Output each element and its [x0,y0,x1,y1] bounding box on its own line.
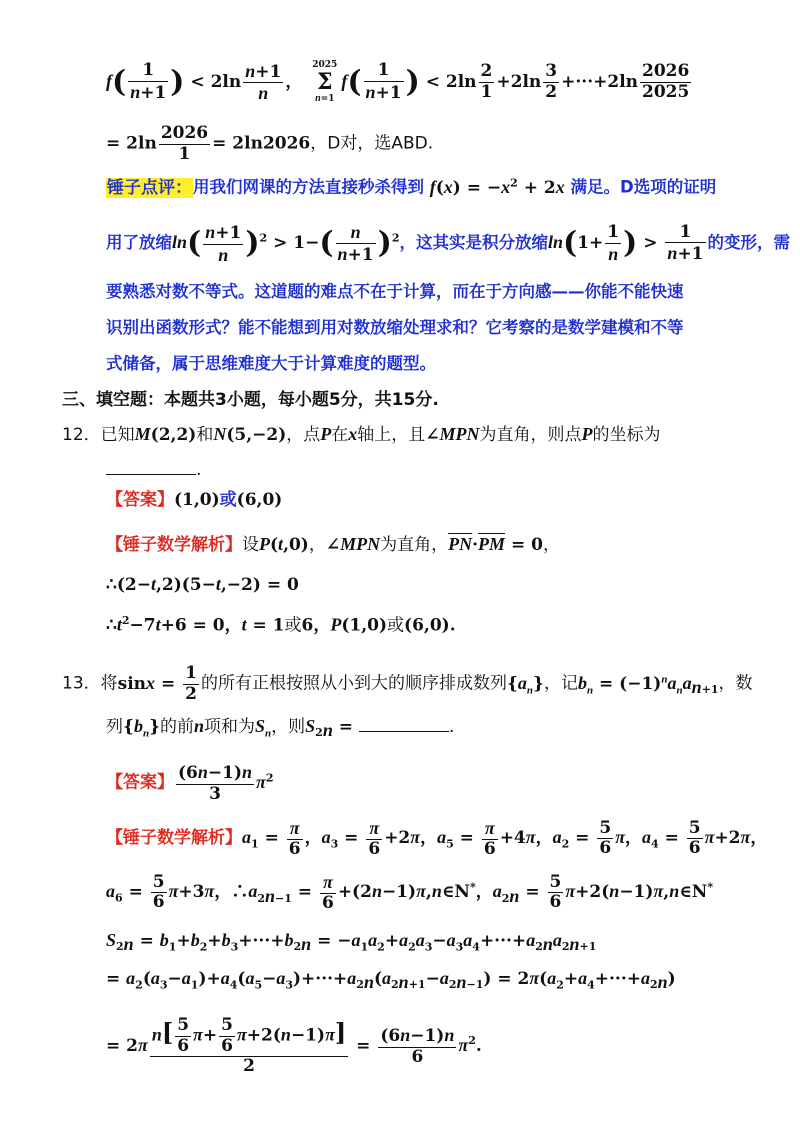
section-title: 三、填空题：本题共3小题，每小题5分，共15分. [62,390,439,410]
answer-tag: 【答案】 [106,490,174,510]
q13-analysis-1: 【锤子数学解析】$a_1$ = $\frac{\pi}{6}$ ，$a_3$ = $\frac{\pi}{6}$ +2π，$a_5$ = $\frac{\pi}{6}$ +4π，$a_2$ = $\frac{5}{6}$ π，$a_4$ = $\frac{5}{6}$ π+2π， [106,817,768,859]
comment-tag: 锤子点评： [107,177,192,198]
comment-line-3: 要熟悉对数不等式。这道题的难点不在于计算，而在于方向感——你能不能快速 [106,282,684,301]
answer-tag-13: 【答案】 [106,772,174,793]
q13-text-2: 列$\{b_n\}$的前n项和为$S_n$，则$S_{2n}$ = . [106,716,455,741]
q12-blank: . [106,460,201,480]
q13-text-1: 13．将sinx = $\frac{1}{2}$ 的所有正根按照从小到大的顺序排成数列$\{a_n\}$，记$b_n = (-1)^na_na_{n+1}$，数 [62,663,753,704]
q13-analysis-4: = $a_2(a_3-a_1)+a_4(a_5-a_3)+\cdot\cdot\cdot+a_{2n}(a_{2n+1}-a_{2n-1}) = 2\pi(a_2+a_4+\cdot\cdot\cdot+a_{2n})$ [106,968,676,993]
q12-analysis-2: ∴(2−t,2)(5−t,−2) = 0 [106,574,299,595]
q13-analysis-5: = 2π n[ $\frac{5}{6}$ π+ $\frac{5}{6}$ π+2(n−1)π] 2 = $\frac{(6n-1)n}{6}$ $\pi^2$. [106,1015,482,1077]
analysis-tag: 【锤子数学解析】 [106,535,242,555]
q13-answer-line: 【答案】 $\frac{(6n-1)n}{3}$ $\pi^2$ [106,762,274,804]
comment-line-4: 识别出函数形式？能不能想到用对数放缩处理求和？它考察的是数学建模和不等 [106,318,684,337]
q12-analysis-1: 【锤子数学解析】设P(t,0)，∠MPN为直角，$\overline{PN}\cdot\overline{PM} = 0$， [106,534,560,555]
line-l1a: f( $\frac{1}{n+1}$ ) < 2ln $\frac{n+1}{n}$ ， 2025 Σ n=1 f( $\frac{1}{n+1}$ ) < 2ln $\frac{2}{1}$ +2ln $\frac{3}{2}$ +···+2ln $\frac{2026}{2025}$ [106,60,690,104]
comment-line-5: 式储备，属于思维难度大于计算难度的题型。 [106,354,436,373]
line-l2: = 2ln $\frac{2026}{1}$ = 2ln2026，D对，选ABD. [106,123,434,164]
q12-answer-line: 【答案】(1,0)或(6,0) [106,490,283,510]
comment-line-2: 用了放缩ln( $\frac{n+1}{n}$ )$^2$ > 1−( $\frac{n}{n+1}$ )$^2$，这其实是积分放缩ln(1+ $\frac{1}{n}$ ) > $\frac{1}{n+1}$ 的变形，需 [106,221,791,265]
analysis-tag-13: 【锤子数学解析】 [106,828,242,849]
comment-line-1: 锤子点评：用我们网课的方法直接秒杀得到 $f(x) = -x^2 + 2x$ 满足。D选项的证明 [107,176,717,198]
q12-text: 12．已知M(2,2)和N(5,−2)，点P在x轴上，且∠MPN为直角，则点P的坐标为 [62,424,661,445]
q13-analysis-3: $S_{2n} = b_1+b_2+b_3+\cdot\cdot\cdot+b_{2n} = -a_1a_2+a_2a_3-a_3a_4+\cdot\cdot\cdot+a_{2n}a_{2n+1}$ [106,930,597,955]
q12-analysis-3: $\therefore t^2-7t+6 = 0$，t = 1或6，P(1,0)或(6,0). [106,614,456,636]
q13-analysis-2: $a_6$ = $\frac{5}{6}$ π+3π，$\therefore a_{2n-1}$ = $\frac{\pi}{6}$ +(2n−1)π,n∈N*，$a_{2n}$ = $\frac{5}{6}$ π+2(n−1)π,n∈N* [106,871,714,913]
